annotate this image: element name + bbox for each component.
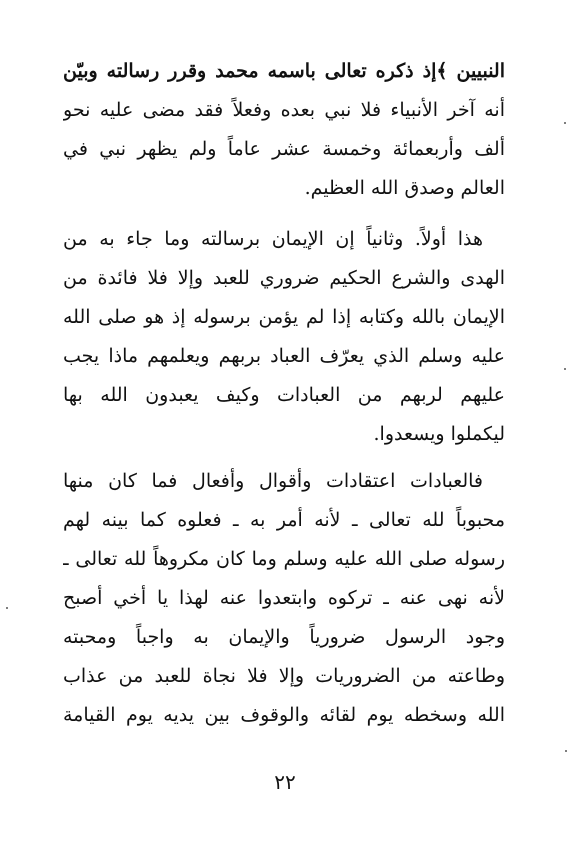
text-line: عليهم لربهم من العبادات وكيف يعبدون الله بها — [63, 384, 505, 406]
text-line-bold-start: النبيين ﴾إذ ذكره تعالى باسمه محمد وقرر رسالته وبيّن — [63, 60, 505, 82]
text-line — [63, 52, 505, 91]
paragraph-3 — [63, 462, 505, 735]
margin-speck — [564, 122, 566, 124]
margin-speck — [6, 607, 8, 609]
text-line: رسوله صلى الله عليه وسلم وما كان مكروهاً لله تعالى ـ — [63, 548, 505, 570]
paragraph-1 — [63, 52, 505, 208]
margin-speck — [565, 750, 567, 752]
text-line: الإيمان بالله وكتابه إذا لم يؤمن برسوله إذ هو صلى الله — [63, 306, 505, 328]
text-line: محبوباً لله تعالى ـ لأنه أمر به ـ فعلوه كما بينه لهم — [63, 509, 505, 531]
text-line: عليه وسلم الذي يعرّف العباد بربهم ويعلمهم ماذا يجب — [63, 345, 505, 367]
text-line: أنه آخر الأنبياء فلا نبي بعده وفعلاً فقد مضى عليه نحو — [63, 99, 505, 121]
margin-speck — [564, 368, 566, 370]
text-line: هذا أولاً. وثانياً إن الإيمان برسالته وما جاء به من — [63, 228, 483, 250]
text-line: وجود الرسول ضرورياً والإيمان به واجباً ومحبته — [63, 626, 505, 648]
text-line: ليكملوا ويسعدوا. — [373, 423, 505, 445]
page-number: ٢٢ — [274, 770, 296, 794]
text-line: العالم وصدق الله العظيم. — [304, 177, 505, 199]
text-line: الله وسخطه يوم لقائه والوقوف بين يديه يوم القيامة — [63, 704, 505, 726]
text-line: لأنه نهى عنه ـ تركوه وابتعدوا عنه لهذا يا أخي أصبح — [63, 587, 505, 609]
text-line: ألف وأربعمائة وخمسة عشر عاماً ولم يظهر نبي في — [63, 138, 505, 160]
text-line: فالعبادات اعتقادات وأقوال وأفعال فما كان منها — [63, 470, 483, 492]
text-line: وطاعته من الضروريات وإلا فلا نجاة للعبد من عذاب — [63, 665, 505, 687]
text-line: الهدى والشرع الحكيم ضروري للعبد وإلا فلا فائدة من — [63, 267, 505, 289]
paragraph-2 — [63, 220, 505, 454]
